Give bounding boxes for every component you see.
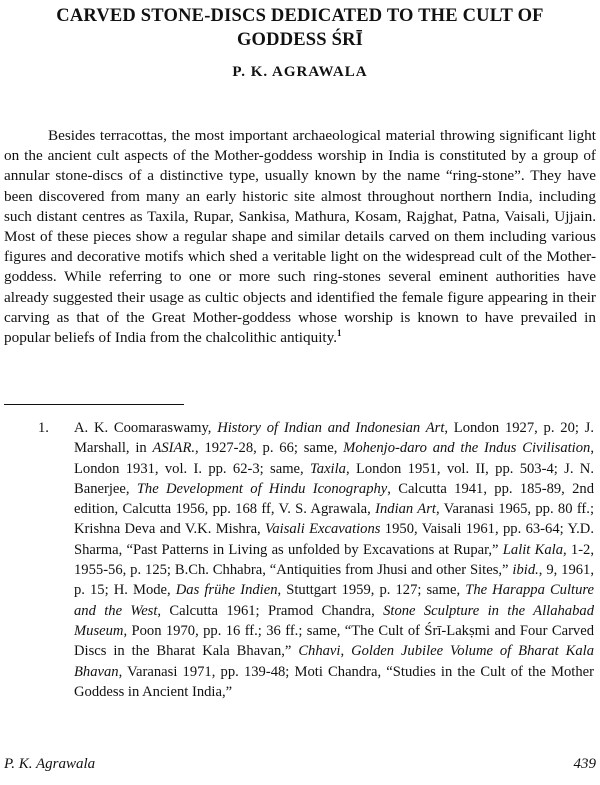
footnote-italic-segment: Golden Jubilee Volume of Bharat Kala Bhavan bbox=[74, 643, 595, 680]
footnote-italic-segment: Lalit Kala bbox=[502, 541, 563, 558]
footnote-segment: A. K. Coomaraswamy, bbox=[74, 420, 218, 436]
footnote-segment: , Varanasi 1971, pp. 139-48; Moti Chandra, “Studies in the Cult of the Mother Goddess in Ancient India,” bbox=[74, 663, 594, 700]
footnote-segment: 1950, Vaisali 1961, pp. 63-64; Y.D. Sharma, “Past Patterns in Living as unfolded by Excavations at Rupar,” bbox=[74, 521, 594, 558]
footnote-segment: , Calcutta 1941, pp. 185-89, 2nd edition, Calcutta 1956, pp. 168 ff, V. S. Agrawala, bbox=[74, 480, 594, 518]
footnote-italic-segment: Mohenjo-daro and the Indus Civilisation bbox=[343, 440, 591, 457]
footnote-italic-segment: Indian Art bbox=[375, 501, 436, 518]
footnote-italic-segment: Chhavi bbox=[298, 643, 341, 660]
footnote bbox=[38, 418, 594, 702]
page-footer bbox=[4, 756, 596, 773]
footnote-reference: 1 bbox=[337, 327, 342, 338]
footnote-segment: , 1927-28, p. 66; same, bbox=[195, 440, 344, 457]
footnote-italic-segment: Stone Sculpture in the Allahabad Museum bbox=[74, 602, 594, 639]
footnote-italic-segment: The Development of Hindu Iconography bbox=[136, 480, 388, 497]
footnote-segment: , London 1931, vol. I. pp. 62-3; same, bbox=[74, 440, 594, 477]
footnote-segment: , 1-2, 1955-56, p. 125; B.Ch. Chhabra, “Antiquities from Jhusi and other Sites,” bbox=[74, 541, 595, 579]
author-name: P. K. AGRAWALA bbox=[232, 64, 368, 80]
footnote-italic-segment: Taxila bbox=[310, 460, 346, 477]
footnote-italic-segment: ASIAR. bbox=[152, 440, 196, 457]
title-line-1: CARVED STONE-DISCS DEDICATED TO THE CULT OF bbox=[56, 6, 544, 26]
page-number: 439 bbox=[573, 756, 596, 772]
footnote-divider bbox=[4, 404, 184, 405]
footnote-segment: , Stuttgart 1959, p. 127; same, bbox=[277, 582, 466, 599]
body-paragraph bbox=[4, 126, 596, 348]
footnote-segment: , Varanasi 1965, pp. 80 ff.; Krishna Deva and V.K. Mishra, bbox=[74, 501, 594, 538]
footnote-italic-segment: Vaisali Excavations bbox=[265, 521, 381, 538]
footnote-italic-segment: Das frühe Indien bbox=[175, 582, 278, 599]
footnote-segment: , Poon 1970, pp. 16 ff.; 36 ff.; same, “The Cult of Śrī-Lakṣmi and Four Carved Discs in the Bharat Kala Bhavan,” bbox=[74, 622, 594, 660]
footnote-italic-segment: History of Indian and Indonesian Art bbox=[217, 420, 445, 436]
footnote-segment: , Calcutta 1961; Pramod Chandra, bbox=[157, 602, 384, 619]
footnote-italic-segment: The Harappa Culture and the West bbox=[74, 582, 595, 619]
title-line-2: GODDESS ŚRĪ bbox=[236, 30, 364, 50]
footnote-segment: , London 1927, p. 20; J. Marshall, in bbox=[74, 420, 595, 457]
footnote-italic-segment: ibid. bbox=[512, 562, 539, 579]
footnote-number: 1. bbox=[38, 420, 49, 436]
footnote-segment: , bbox=[340, 643, 352, 660]
footnote-segment: , London 1951, vol. II, pp. 503-4; J. N. Banerjee, bbox=[74, 460, 594, 497]
paragraph-text: Besides terracottas, the most important archaeological material throwing significant light on the ancient cult aspects of the Mother-goddess worship in India is constituted by a group of annular stone-discs of a distinctive type, usually known by the name “ring-stone”. They have been discovered from many an early historic site almost throughout northern India, including such distant centres as Taxila, Rupar, Sankisa, Mathura, Kosam, Rajghat, Patna, Vaisali, Ujjain. Most of these pieces show a regular shape and similar details carved on them including various figures and decorative motifs which shed a veritable light on the widespread cult of the Mother-goddess. While referring to one or more such ring-stones several eminent authorities have already suggested their usage as cultic objects and identified the female figure appearing in their carving as that of the Great Mother-goddess whose worship is known to have prevailed in popular beliefs of India from the chalcolithic antiquity. bbox=[4, 127, 596, 347]
article-title bbox=[20, 4, 580, 52]
footer-author: P. K. Agrawala bbox=[4, 756, 96, 772]
footnote-segment: , 9, 1961, p. 15; H. Mode, bbox=[74, 562, 594, 599]
footnote-text bbox=[74, 418, 594, 702]
